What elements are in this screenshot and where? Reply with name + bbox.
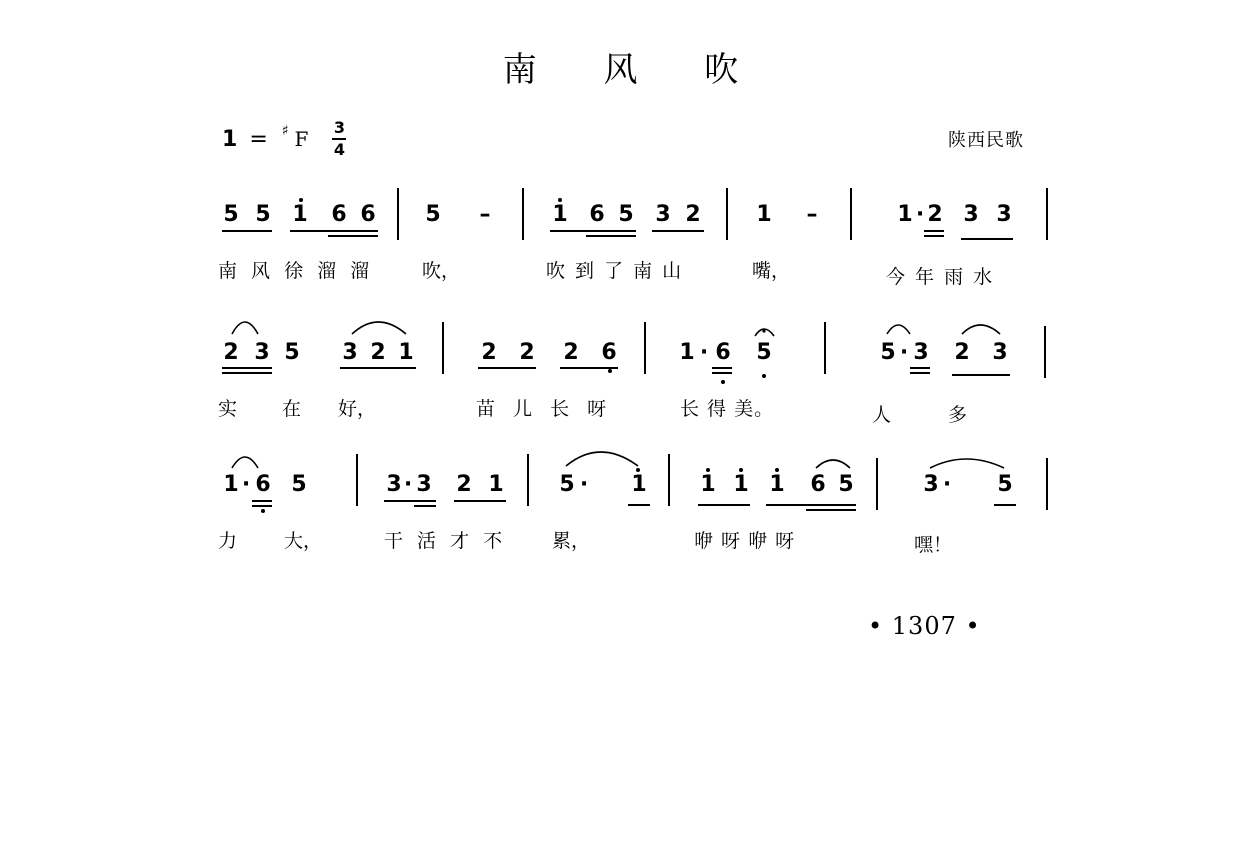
note: 5 xyxy=(425,202,441,227)
song-source: 陕西民歌 xyxy=(948,130,1024,151)
underline xyxy=(910,367,930,369)
fermata xyxy=(755,329,774,336)
fermata-dot xyxy=(762,329,765,332)
bar-line xyxy=(876,458,878,510)
note: – xyxy=(806,202,818,227)
note: 3 xyxy=(963,202,979,227)
key-signature xyxy=(222,120,346,158)
underline xyxy=(384,500,436,502)
note: 3 xyxy=(342,340,358,365)
bar-line xyxy=(356,454,358,506)
lyric-text: 嘿！ xyxy=(914,534,953,556)
note: 2 xyxy=(685,202,701,227)
time-signature-top: 3 xyxy=(333,118,345,137)
underline xyxy=(222,367,272,369)
underline xyxy=(222,230,272,232)
time-signature-bottom: 4 xyxy=(333,140,345,159)
low-octave-dot xyxy=(721,380,725,384)
low-octave-dot xyxy=(261,509,265,513)
slur xyxy=(887,325,910,334)
note-dot: · xyxy=(241,472,251,497)
note: 5 xyxy=(255,202,271,227)
bar-line xyxy=(1046,188,1048,240)
note: 6 xyxy=(360,202,376,227)
bar-line xyxy=(824,322,826,374)
key-equals: = xyxy=(249,126,268,152)
lyric-text: 吹， xyxy=(422,260,461,282)
note: 5 xyxy=(838,472,854,497)
lyric-text: 嘴， xyxy=(752,260,791,282)
lyric-text: 力 xyxy=(218,530,238,552)
note: 5 xyxy=(756,340,772,365)
underline xyxy=(910,372,930,374)
song-title: 南 风 吹 xyxy=(502,50,767,90)
note: – xyxy=(479,202,491,227)
note: 2 xyxy=(370,340,386,365)
underline xyxy=(952,374,1010,376)
lyric-text: 南 风 徐 溜 溜 xyxy=(218,260,374,282)
note: 1 xyxy=(897,202,913,227)
page-number: • 1307 • xyxy=(868,612,981,640)
bar-line xyxy=(1044,326,1046,378)
note: 1 xyxy=(700,472,716,497)
note: 1 xyxy=(292,202,308,227)
note-dot: · xyxy=(699,340,709,365)
note: 6 xyxy=(810,472,826,497)
note: 2 xyxy=(954,340,970,365)
underline xyxy=(550,230,636,232)
underline xyxy=(328,235,378,237)
time-signature xyxy=(332,120,346,158)
low-octave-dot xyxy=(762,374,766,378)
note: 2 xyxy=(223,340,239,365)
note: 3 xyxy=(386,472,402,497)
lyric-text: 在 xyxy=(282,398,302,420)
underline xyxy=(290,230,378,232)
sharp-icon: ♯ xyxy=(281,123,289,139)
underline xyxy=(994,504,1016,506)
bar-line xyxy=(397,188,399,240)
underline xyxy=(712,367,732,369)
underline xyxy=(712,372,732,374)
underline xyxy=(340,367,416,369)
underline xyxy=(961,238,1013,240)
note: 6 xyxy=(715,340,731,365)
slur xyxy=(232,457,258,468)
underline xyxy=(252,505,272,507)
lyric-text: 苗 儿 长 呀 xyxy=(476,398,613,420)
high-octave-dot xyxy=(775,468,779,472)
note: 1 xyxy=(223,472,239,497)
note: 5 xyxy=(997,472,1013,497)
note: 5 xyxy=(223,202,239,227)
underline xyxy=(478,367,536,369)
note: 3 xyxy=(655,202,671,227)
key-tonic: 1 xyxy=(222,126,238,152)
bar-line xyxy=(668,454,670,506)
note: 6 xyxy=(331,202,347,227)
slur xyxy=(352,322,406,334)
lyric-text: 咿 呀 咿 呀 xyxy=(694,530,796,552)
lyric-text: 累， xyxy=(552,530,591,552)
note: 1 xyxy=(552,202,568,227)
note: 3 xyxy=(923,472,939,497)
high-octave-dot xyxy=(636,468,640,472)
bar-line xyxy=(726,188,728,240)
note: 5 xyxy=(291,472,307,497)
note: 3 xyxy=(996,202,1012,227)
note: 3 xyxy=(913,340,929,365)
lyric-text: 多 xyxy=(948,404,968,426)
underline xyxy=(222,372,272,374)
underline xyxy=(806,509,856,511)
slur xyxy=(930,459,1004,468)
note-dot: · xyxy=(942,472,952,497)
lyric-text: 长 得 美。 xyxy=(680,398,775,420)
slur xyxy=(962,325,1000,334)
note-dot: · xyxy=(899,340,909,365)
note-dot: · xyxy=(403,472,413,497)
underline xyxy=(560,367,618,369)
note: 2 xyxy=(519,340,535,365)
underline xyxy=(766,504,856,506)
lyric-text: 大， xyxy=(284,530,323,552)
note: 1 xyxy=(769,472,785,497)
note: 3 xyxy=(992,340,1008,365)
slur xyxy=(566,452,638,466)
note: 2 xyxy=(927,202,943,227)
note: 1 xyxy=(733,472,749,497)
high-octave-dot xyxy=(739,468,743,472)
note: 1 xyxy=(631,472,647,497)
note: 2 xyxy=(563,340,579,365)
lyric-text: 人 xyxy=(872,404,892,426)
lyric-text: 好， xyxy=(338,398,377,420)
underline xyxy=(586,235,636,237)
note: 1 xyxy=(398,340,414,365)
note-dot: · xyxy=(579,472,589,497)
note: 2 xyxy=(481,340,497,365)
bar-line xyxy=(1046,458,1048,510)
slur xyxy=(232,322,258,334)
slur xyxy=(816,460,850,468)
note: 5 xyxy=(880,340,896,365)
low-octave-dot xyxy=(608,369,612,373)
high-octave-dot xyxy=(299,198,303,202)
bar-line xyxy=(527,454,529,506)
bar-line xyxy=(442,322,444,374)
underline xyxy=(252,500,272,502)
lyric-text: 实 xyxy=(218,398,238,420)
note: 6 xyxy=(589,202,605,227)
key-name: F xyxy=(294,127,309,151)
lyric-text: 吹 到 了 南 山 xyxy=(546,260,684,282)
high-octave-dot xyxy=(706,468,710,472)
underline xyxy=(454,500,506,502)
note: 1 xyxy=(679,340,695,365)
bar-line xyxy=(644,322,646,374)
underline xyxy=(698,504,750,506)
underline xyxy=(628,504,650,506)
note: 1 xyxy=(756,202,772,227)
underline xyxy=(924,230,944,232)
lyric-text: 干 活 才 不 xyxy=(384,530,507,552)
note: 6 xyxy=(601,340,617,365)
bar-line xyxy=(522,188,524,240)
note: 1 xyxy=(488,472,504,497)
underline xyxy=(924,235,944,237)
bar-line xyxy=(850,188,852,240)
note-dot: · xyxy=(915,202,925,227)
underline xyxy=(652,230,704,232)
note: 5 xyxy=(559,472,575,497)
note: 6 xyxy=(255,472,271,497)
note: 3 xyxy=(254,340,270,365)
note: 2 xyxy=(456,472,472,497)
note: 3 xyxy=(416,472,432,497)
note: 5 xyxy=(618,202,634,227)
note: 5 xyxy=(284,340,300,365)
underline xyxy=(414,505,436,507)
lyric-text: 今 年 雨 水 xyxy=(886,266,995,288)
high-octave-dot xyxy=(558,198,562,202)
